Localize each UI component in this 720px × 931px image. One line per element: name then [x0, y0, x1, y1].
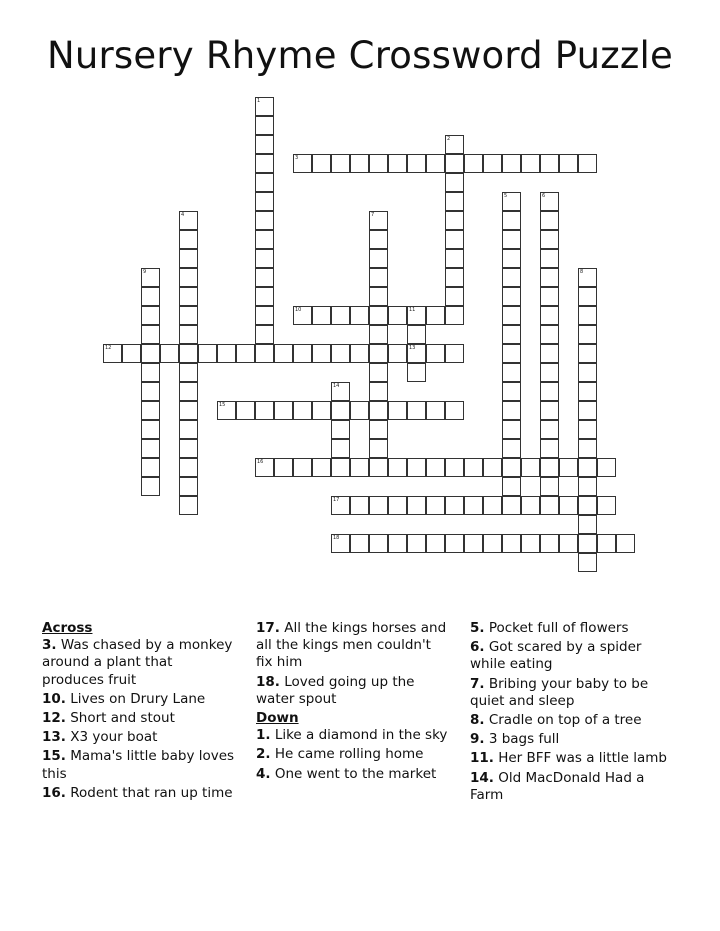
crossword-cell[interactable]: [179, 268, 198, 287]
clue-across-13: 13. X3 your boat: [42, 729, 158, 746]
crossword-cell[interactable]: [502, 211, 521, 230]
clue-across-15: 15. Mama's little baby loves this: [42, 748, 235, 782]
crossword-cell[interactable]: [540, 534, 559, 553]
crossword-cell[interactable]: [179, 458, 198, 477]
crossword-cell[interactable]: [540, 306, 559, 325]
crossword-cell[interactable]: [578, 534, 597, 553]
crossword-cell[interactable]: [559, 458, 578, 477]
crossword-cell[interactable]: [464, 534, 483, 553]
crossword-cell[interactable]: [388, 458, 407, 477]
clue-number: 7: [371, 212, 375, 218]
crossword-cell[interactable]: [464, 154, 483, 173]
crossword-cell[interactable]: [369, 230, 388, 249]
crossword-cell[interactable]: [426, 534, 445, 553]
clue-down-5: 5. Pocket full of flowers: [470, 620, 629, 636]
crossword-cell[interactable]: [540, 363, 559, 382]
crossword-cell[interactable]: [502, 401, 521, 420]
crossword-cell[interactable]: [597, 534, 616, 553]
crossword-cell[interactable]: [445, 135, 464, 154]
clue-across-12: 12. Short and stout: [42, 710, 175, 727]
crossword-cell[interactable]: [445, 287, 464, 306]
crossword-cell[interactable]: [103, 344, 122, 363]
crossword-cell[interactable]: [369, 344, 388, 363]
clue-number: 18: [333, 535, 340, 541]
crossword-cell[interactable]: [236, 401, 255, 420]
clue-number: 9: [143, 269, 147, 275]
crossword-cell[interactable]: [369, 363, 388, 382]
crossword-cell[interactable]: [331, 458, 350, 477]
clue-number: 4: [181, 212, 185, 218]
crossword-cell[interactable]: [331, 382, 350, 401]
crossword-cell[interactable]: [179, 439, 198, 458]
crossword-cell[interactable]: [369, 458, 388, 477]
clue-across-10: 10. Lives on Drury Lane: [42, 690, 206, 707]
crossword-cell[interactable]: [179, 211, 198, 230]
crossword-cell[interactable]: [331, 420, 350, 439]
crossword-cell[interactable]: [445, 173, 464, 192]
crossword-cell[interactable]: [141, 363, 160, 382]
clue-number: 5: [504, 193, 508, 199]
crossword-cell[interactable]: [331, 154, 350, 173]
crossword-cell[interactable]: [483, 534, 502, 553]
crossword-cell[interactable]: [369, 306, 388, 325]
crossword-cell[interactable]: [445, 306, 464, 325]
crossword-cell[interactable]: [141, 458, 160, 477]
clue-number: 1: [257, 98, 261, 104]
crossword-cell[interactable]: [369, 496, 388, 515]
crossword-cell[interactable]: [293, 306, 312, 325]
clue-down-6: 6. Got scared by a spider while eating: [470, 639, 642, 673]
crossword-cell[interactable]: [179, 420, 198, 439]
crossword-cell[interactable]: [293, 458, 312, 477]
crossword-cell[interactable]: [540, 287, 559, 306]
crossword-cell[interactable]: [502, 306, 521, 325]
clue-down-8: 8. Cradle on top of a tree: [470, 712, 642, 729]
crossword-cell[interactable]: [502, 382, 521, 401]
crossword-cell[interactable]: [350, 344, 369, 363]
crossword-cell[interactable]: [578, 496, 597, 515]
crossword-cell[interactable]: [540, 401, 559, 420]
crossword-cell[interactable]: [578, 439, 597, 458]
crossword-cell[interactable]: [141, 344, 160, 363]
crossword-cell[interactable]: [179, 382, 198, 401]
crossword-cell[interactable]: [255, 458, 274, 477]
crossword-cell[interactable]: [179, 401, 198, 420]
clue-down-1: 1. Like a diamond in the sky: [256, 727, 448, 744]
clue-number: 14: [333, 383, 340, 389]
crossword-cell[interactable]: [255, 173, 274, 192]
clue-across-3: 3. Was chased by a monkey around a plant that produces fruit: [42, 637, 233, 688]
crossword-cell[interactable]: [540, 439, 559, 458]
crossword-cell[interactable]: [540, 382, 559, 401]
crossword-cell[interactable]: [255, 325, 274, 344]
crossword-cell[interactable]: [597, 496, 616, 515]
crossword-cell[interactable]: [369, 439, 388, 458]
crossword-cell[interactable]: [369, 382, 388, 401]
clue-column-2: [256, 620, 451, 785]
crossword-cell[interactable]: [445, 401, 464, 420]
crossword-cell[interactable]: [445, 458, 464, 477]
crossword-cell[interactable]: [578, 553, 597, 572]
crossword-cell[interactable]: [350, 306, 369, 325]
crossword-cell[interactable]: [578, 420, 597, 439]
crossword-cell[interactable]: [369, 420, 388, 439]
crossword-cell[interactable]: [540, 344, 559, 363]
crossword-cell[interactable]: [578, 154, 597, 173]
crossword-cell[interactable]: [312, 458, 331, 477]
crossword-cell[interactable]: [407, 306, 426, 325]
crossword-cell[interactable]: [502, 325, 521, 344]
crossword-cell[interactable]: [521, 154, 540, 173]
crossword-cell[interactable]: [141, 477, 160, 496]
crossword-cell[interactable]: [255, 192, 274, 211]
crossword-cell[interactable]: [312, 401, 331, 420]
crossword-cell[interactable]: [445, 192, 464, 211]
crossword-cell[interactable]: [141, 382, 160, 401]
crossword-cell[interactable]: [578, 458, 597, 477]
crossword-cell[interactable]: [217, 344, 236, 363]
crossword-cell[interactable]: [179, 287, 198, 306]
crossword-cell[interactable]: [407, 458, 426, 477]
crossword-cell[interactable]: [350, 401, 369, 420]
clue-number: 16: [257, 459, 264, 465]
crossword-cell[interactable]: [179, 496, 198, 515]
crossword-cell[interactable]: [502, 287, 521, 306]
crossword-cell[interactable]: [483, 154, 502, 173]
crossword-cell[interactable]: [388, 344, 407, 363]
crossword-cell[interactable]: [502, 249, 521, 268]
crossword-cell[interactable]: [502, 458, 521, 477]
crossword-cell[interactable]: [559, 496, 578, 515]
crossword-cell[interactable]: [160, 344, 179, 363]
crossword-cell[interactable]: [578, 306, 597, 325]
crossword-cell[interactable]: [312, 344, 331, 363]
crossword-cell[interactable]: [502, 363, 521, 382]
crossword-cell[interactable]: [293, 344, 312, 363]
crossword-cell[interactable]: [483, 458, 502, 477]
clue-number: 10: [295, 307, 302, 313]
crossword-cell[interactable]: [445, 534, 464, 553]
clue-across-16: 16. Rodent that ran up time: [42, 784, 233, 801]
crossword-cell[interactable]: [179, 325, 198, 344]
crossword-cell[interactable]: [426, 344, 445, 363]
crossword-cell[interactable]: [255, 230, 274, 249]
crossword-cell[interactable]: [445, 230, 464, 249]
clue-number: 15: [219, 402, 226, 408]
clue-number: 13: [409, 345, 416, 351]
crossword-cell[interactable]: [331, 534, 350, 553]
across-heading: Across: [42, 620, 93, 636]
crossword-cell[interactable]: [369, 325, 388, 344]
crossword-cell[interactable]: [616, 534, 635, 553]
clue-down-11: 11. Her BFF was a little lamb: [470, 750, 667, 767]
crossword-cell[interactable]: [255, 211, 274, 230]
crossword-cell[interactable]: [540, 192, 559, 211]
crossword-cell[interactable]: [540, 458, 559, 477]
crossword-cell[interactable]: [502, 534, 521, 553]
crossword-cell[interactable]: [445, 249, 464, 268]
crossword-cell[interactable]: [540, 325, 559, 344]
crossword-cell[interactable]: [217, 401, 236, 420]
crossword-cell[interactable]: [331, 439, 350, 458]
crossword-cell[interactable]: [198, 344, 217, 363]
clue-across-17: 17. All the kings horses and all the kings men couldn't fix him: [256, 620, 447, 671]
crossword-cell[interactable]: [255, 401, 274, 420]
crossword-cell[interactable]: [597, 458, 616, 477]
crossword-cell[interactable]: [426, 496, 445, 515]
crossword-cell[interactable]: [141, 325, 160, 344]
crossword-cell[interactable]: [331, 306, 350, 325]
crossword-cell[interactable]: [369, 154, 388, 173]
crossword-cell[interactable]: [331, 401, 350, 420]
crossword-cell[interactable]: [502, 439, 521, 458]
crossword-cell[interactable]: [483, 496, 502, 515]
crossword-cell[interactable]: [445, 344, 464, 363]
crossword-cell[interactable]: [540, 249, 559, 268]
crossword-cell[interactable]: [559, 534, 578, 553]
crossword-cell[interactable]: [502, 496, 521, 515]
crossword-cell[interactable]: [502, 420, 521, 439]
crossword-cell[interactable]: [141, 306, 160, 325]
crossword-cell[interactable]: [179, 249, 198, 268]
crossword-cell[interactable]: [407, 534, 426, 553]
crossword-cell[interactable]: [502, 268, 521, 287]
crossword-cell[interactable]: [122, 344, 141, 363]
crossword-cell[interactable]: [388, 496, 407, 515]
clue-number: 2: [447, 136, 451, 142]
crossword-cell[interactable]: [369, 249, 388, 268]
crossword-cell[interactable]: [274, 458, 293, 477]
crossword-cell[interactable]: [445, 496, 464, 515]
crossword-cell[interactable]: [369, 401, 388, 420]
crossword-cell[interactable]: [350, 534, 369, 553]
crossword-cell[interactable]: [540, 268, 559, 287]
crossword-cell[interactable]: [179, 477, 198, 496]
clue-column-3: [470, 620, 670, 806]
crossword-cell[interactable]: [255, 154, 274, 173]
crossword-cell[interactable]: [179, 306, 198, 325]
crossword-cell[interactable]: [521, 458, 540, 477]
crossword-cell[interactable]: [578, 363, 597, 382]
crossword-cell[interactable]: [255, 268, 274, 287]
crossword-cell[interactable]: [445, 154, 464, 173]
crossword-cell[interactable]: [502, 154, 521, 173]
crossword-cell[interactable]: [141, 439, 160, 458]
crossword-cell[interactable]: [141, 420, 160, 439]
crossword-cell[interactable]: [578, 325, 597, 344]
crossword-cell[interactable]: [464, 458, 483, 477]
crossword-cell[interactable]: [540, 211, 559, 230]
crossword-cell[interactable]: [578, 477, 597, 496]
crossword-cell[interactable]: [521, 534, 540, 553]
crossword-cell[interactable]: [540, 477, 559, 496]
crossword-cell[interactable]: [502, 192, 521, 211]
crossword-cell[interactable]: [255, 135, 274, 154]
crossword-cell[interactable]: [179, 344, 198, 363]
crossword-cell[interactable]: [388, 534, 407, 553]
crossword-cell[interactable]: [540, 230, 559, 249]
crossword-cell[interactable]: [255, 249, 274, 268]
clue-down-9: 9. 3 bags full: [470, 731, 560, 748]
crossword-cell[interactable]: [369, 211, 388, 230]
crossword-cell[interactable]: [521, 496, 540, 515]
crossword-cell[interactable]: [369, 534, 388, 553]
clue-number: 3: [295, 155, 299, 161]
clue-down-14: 14. Old MacDonald Had a Farm: [470, 769, 645, 803]
crossword-cell[interactable]: [350, 154, 369, 173]
crossword-cell[interactable]: [141, 287, 160, 306]
crossword-cell[interactable]: [407, 325, 426, 344]
clue-number: 6: [542, 193, 546, 199]
crossword-cell[interactable]: [540, 420, 559, 439]
crossword-cell[interactable]: [141, 268, 160, 287]
crossword-cell[interactable]: [179, 363, 198, 382]
down-heading: Down: [256, 710, 299, 727]
crossword-cell[interactable]: [426, 154, 445, 173]
crossword-cell[interactable]: [445, 211, 464, 230]
crossword-cell[interactable]: [388, 306, 407, 325]
crossword-cell[interactable]: [426, 306, 445, 325]
clue-down-2: 2. He came rolling home: [256, 746, 424, 763]
crossword-cell[interactable]: [369, 268, 388, 287]
crossword-cell[interactable]: [578, 287, 597, 306]
crossword-cell[interactable]: [407, 154, 426, 173]
crossword-cell[interactable]: [502, 344, 521, 363]
crossword-cell[interactable]: [426, 401, 445, 420]
crossword-cell[interactable]: [331, 344, 350, 363]
crossword-cell[interactable]: [407, 363, 426, 382]
crossword-cell[interactable]: [388, 401, 407, 420]
crossword-cell[interactable]: [407, 401, 426, 420]
crossword-cell[interactable]: [274, 344, 293, 363]
crossword-cell[interactable]: [255, 344, 274, 363]
crossword-cell[interactable]: [293, 401, 312, 420]
crossword-cell[interactable]: [369, 287, 388, 306]
crossword-cell[interactable]: [312, 306, 331, 325]
crossword-cell[interactable]: [179, 230, 198, 249]
crossword-cell[interactable]: [350, 496, 369, 515]
crossword-cell[interactable]: [350, 458, 369, 477]
crossword-cell[interactable]: [502, 477, 521, 496]
clue-down-4: 4. One went to the market: [256, 765, 437, 782]
crossword-cell[interactable]: [331, 496, 350, 515]
crossword-cell[interactable]: [407, 344, 426, 363]
crossword-cell[interactable]: [388, 154, 407, 173]
crossword-cell[interactable]: [502, 230, 521, 249]
clue-across-18: 18. Loved going up the water spout: [256, 673, 415, 707]
page-title: Nursery Rhyme Crossword Puzzle: [46, 34, 673, 77]
clue-number: 8: [580, 269, 584, 275]
crossword-cell[interactable]: [578, 268, 597, 287]
crossword-cell[interactable]: [445, 268, 464, 287]
crossword-cell[interactable]: [255, 306, 274, 325]
clue-column-1: [42, 620, 237, 804]
crossword-cell[interactable]: [407, 496, 426, 515]
crossword-cell[interactable]: [540, 154, 559, 173]
clue-down-7: 7. Bribing your baby to be quiet and sleep: [470, 675, 649, 709]
clue-number: 17: [333, 497, 340, 503]
crossword-cell[interactable]: [255, 287, 274, 306]
clue-number: 12: [105, 345, 112, 351]
crossword-cell[interactable]: [274, 401, 293, 420]
crossword-cell[interactable]: [255, 116, 274, 135]
crossword-cell[interactable]: [464, 496, 483, 515]
crossword-cell[interactable]: [578, 401, 597, 420]
crossword-cell[interactable]: [255, 97, 274, 116]
crossword-cell[interactable]: [236, 344, 255, 363]
crossword-cell[interactable]: [141, 401, 160, 420]
crossword-cell[interactable]: [578, 515, 597, 534]
crossword-cell[interactable]: [559, 154, 578, 173]
crossword-cell[interactable]: [293, 154, 312, 173]
clue-number: 11: [409, 307, 416, 313]
crossword-cell[interactable]: [426, 458, 445, 477]
crossword-cell[interactable]: [578, 344, 597, 363]
crossword-cell[interactable]: [312, 154, 331, 173]
crossword-cell[interactable]: [578, 382, 597, 401]
crossword-cell[interactable]: [540, 496, 559, 515]
